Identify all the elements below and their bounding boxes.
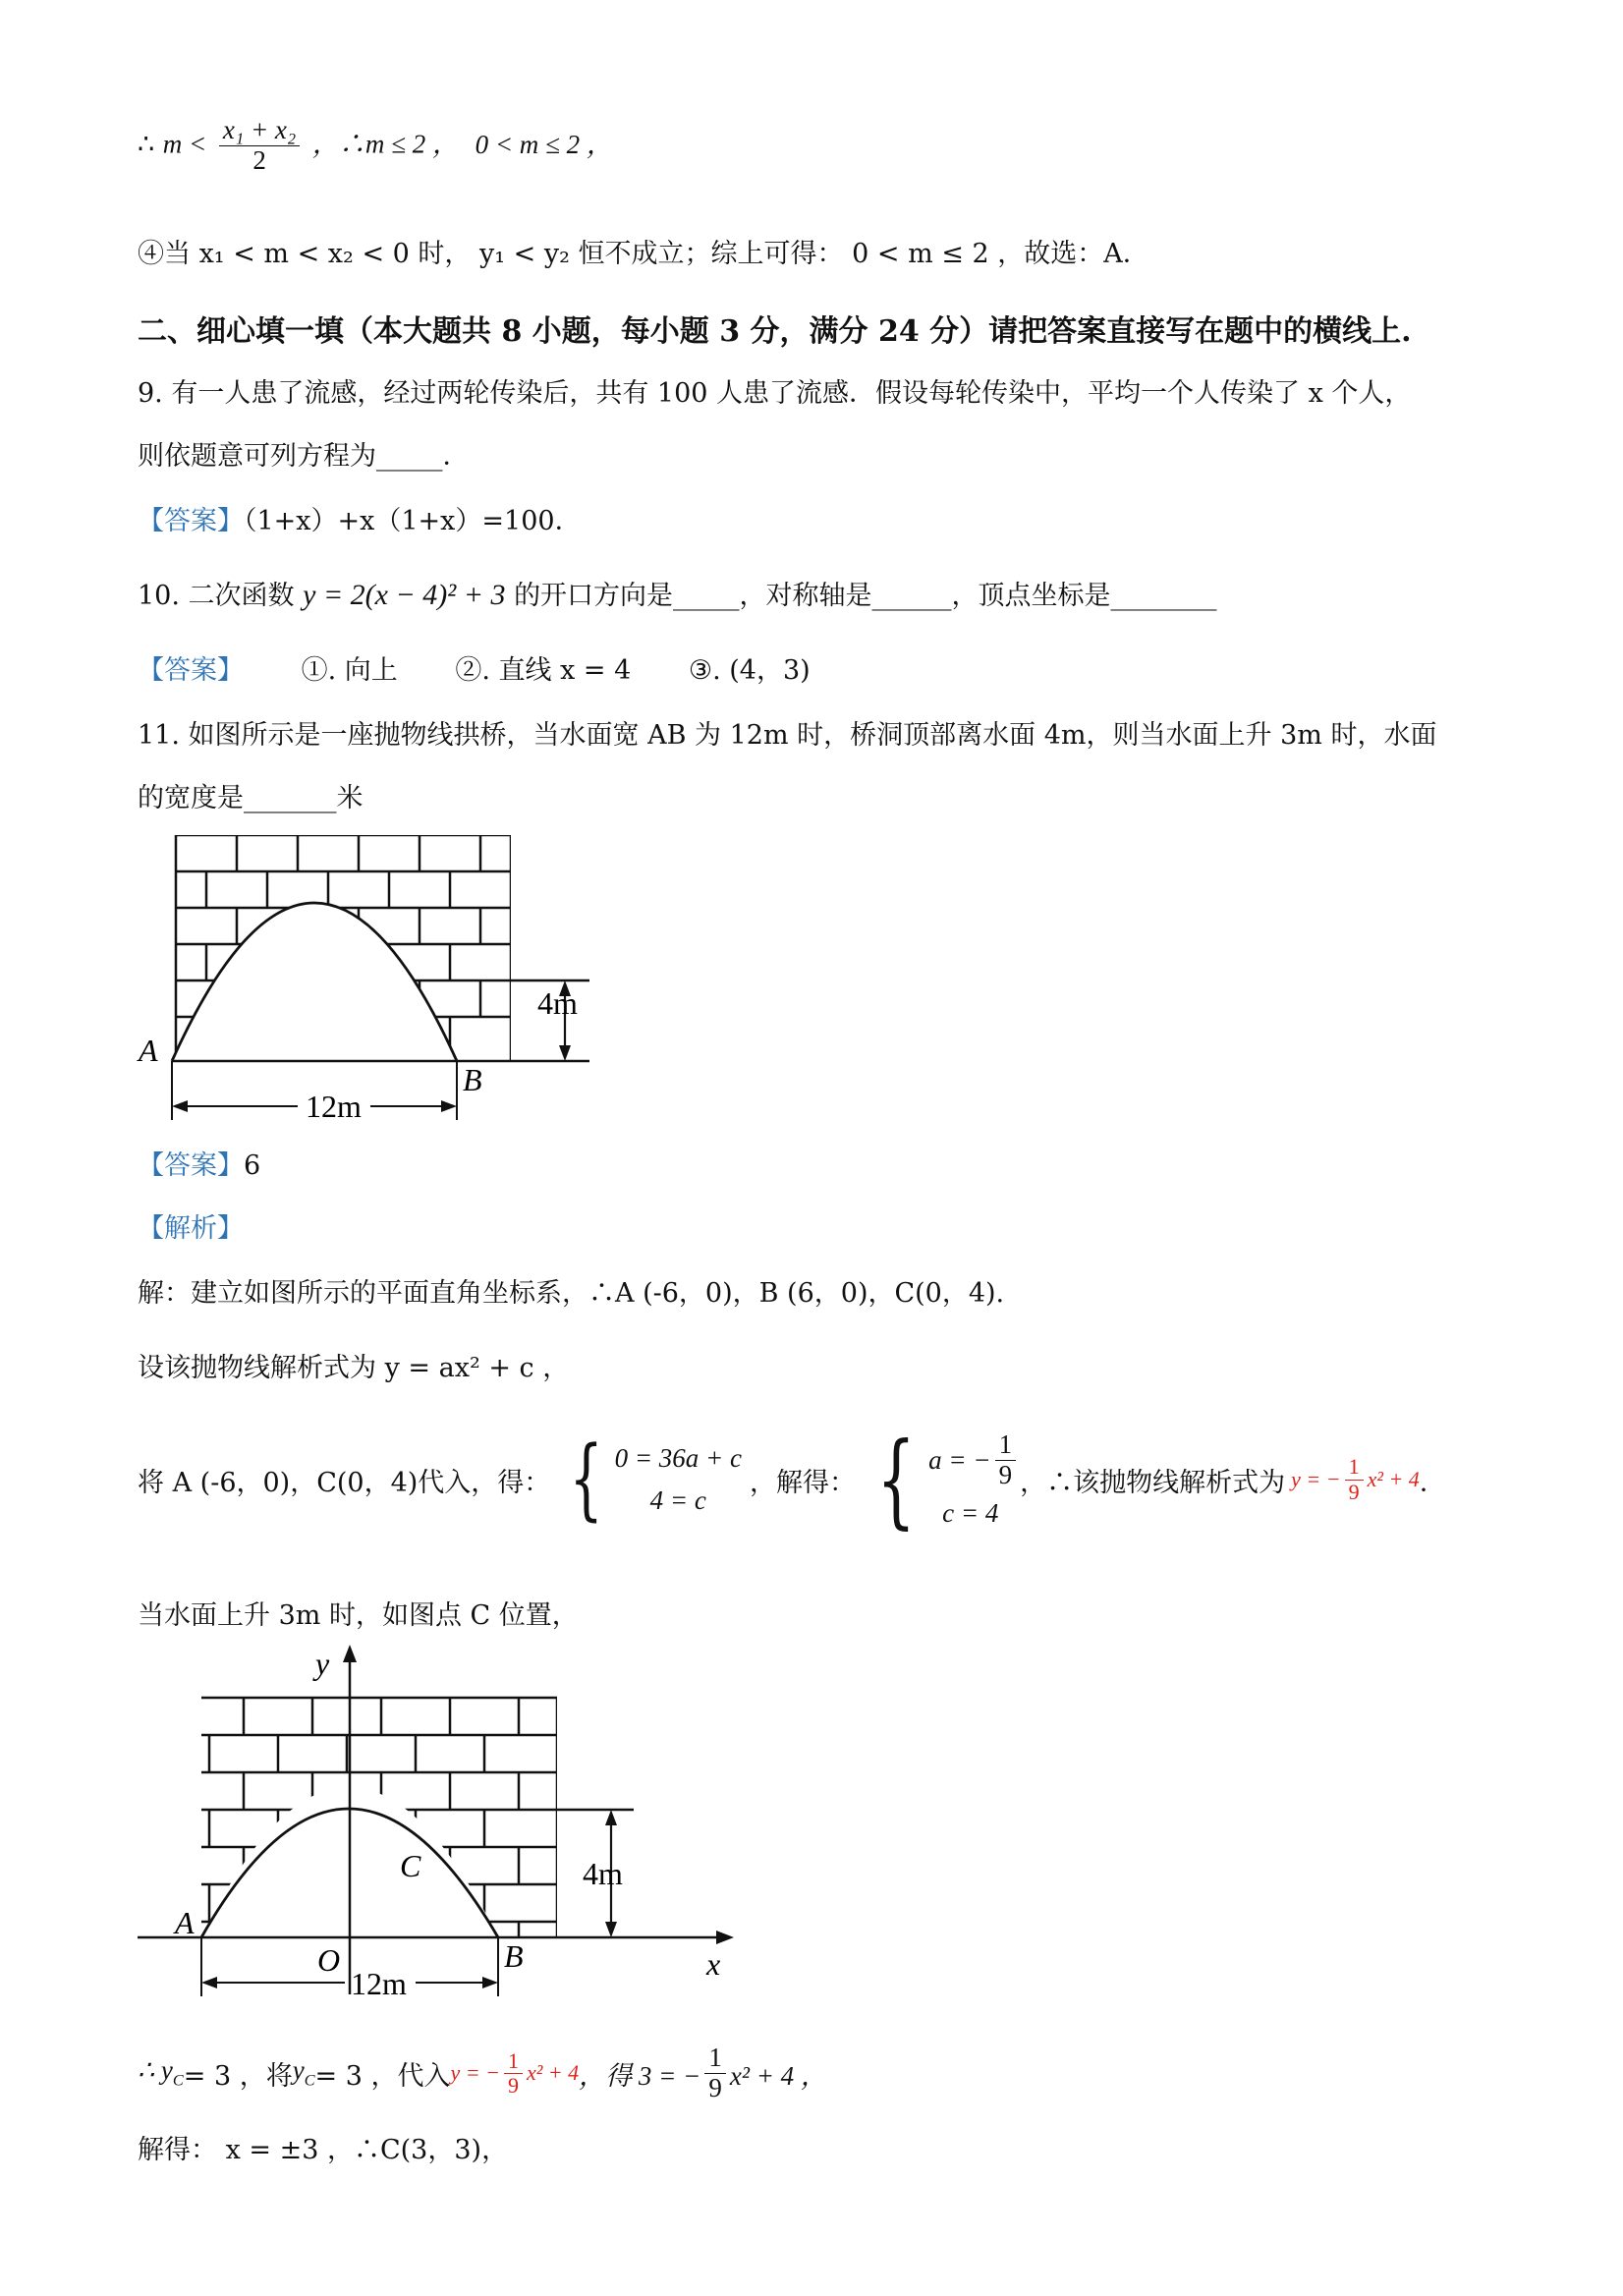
fraction-numerator: x₁ + x₂ [219, 116, 300, 146]
answer-1: ①. 向上 [301, 655, 398, 686]
fraction-one-ninth: $\frac{1}{9}$ [995, 1430, 1017, 1489]
m-le-2: ，∴m ≤ 2 ， [311, 129, 459, 159]
range-0-m-2: 0 < m ≤ 2 ， [475, 129, 613, 159]
solution-step-1: 解：建立如图所示的平面直角坐标系，∴A (-6，0)，B (6，0)，C(0，4). [138, 1278, 1005, 1309]
label-a: A [139, 1033, 158, 1068]
m-less-than: m < [162, 129, 207, 159]
yc-eq-3: ∴ $y_C$ [138, 2055, 184, 2090]
label-o: O [317, 1942, 341, 1978]
bridge-figure-1 [133, 825, 594, 1130]
therefore-symbol: ∴ [138, 129, 155, 159]
answer-tag: 【答案】 [138, 506, 244, 536]
solved-text: ，解得： [750, 1467, 856, 1498]
answer-2: ②. 直线 x = 4 [455, 655, 632, 686]
system-1-eq-2: 4 = c [649, 1485, 706, 1515]
parabola-equation: y = − $\frac{1}{9}$ x² + 4 [1291, 1454, 1420, 1504]
q10-suffix: 的开口方向是_____，对称轴是______，顶点坐标是________ [514, 581, 1217, 611]
section-heading: 二、细心填一填（本大题共 8 小题，每小题 3 分，满分 24 分）请把答案直接写在题中的横线上. [138, 314, 1412, 349]
parabola-equation-inline: y = − $\frac{1}{9}$ x² + 4 [450, 2047, 580, 2098]
substitution-text: 将 A (-6，0)，C(0，4)代入，得： [138, 1467, 551, 1498]
q9-line-1: 9. 有一人患了流感，经过两轮传染后，共有 100 人患了流感．假设每轮传染中，平均一个人传染了 x 个人， [138, 378, 1412, 409]
answer-tag: 【答案】 [138, 655, 244, 686]
system-1 [558, 1428, 742, 1531]
substitute-text-1: = 3 ，将 [183, 2060, 293, 2092]
answer-text: （1+x）+x（1+x）=100． [244, 506, 582, 536]
bridge-figure-2 [133, 1641, 742, 2004]
label-b: B [504, 1938, 524, 1974]
label-c: C [400, 1848, 421, 1883]
height-label: 4m [583, 1856, 623, 1891]
result-text: ，∴该抛物线解析式为 [1020, 1467, 1286, 1498]
system-2-eq-a: a = − $\frac{1}{9}$ [928, 1430, 1020, 1489]
answer-3: ③. (4，3) [688, 655, 811, 686]
answer-text: 6 [244, 1150, 261, 1181]
width-label: 12m [351, 1966, 407, 2001]
left-brace: { [569, 1428, 604, 1531]
solution-step-5 [138, 2044, 827, 2102]
width-label: 12m [306, 1089, 362, 1124]
q9-answer [138, 499, 582, 537]
q11-answer [138, 1144, 260, 1182]
fraction-one-ninth: $\frac{1}{9}$ [704, 2044, 726, 2102]
answer-tag: 【答案】 [138, 1150, 244, 1181]
q11-line-1: 11. 如图所示是一座抛物线拱桥，当水面宽 AB 为 12m 时，桥洞顶部离水面 4m，则当水面上升 3m 时，水面 [138, 720, 1437, 751]
equation-3: ，得 3 = − $\frac{1}{9}$ x² + 4 ， [579, 2043, 827, 2102]
q10-prefix: 10. 二次函数 [138, 581, 295, 611]
fraction-one-ninth: $\frac{1}{9}$ [1345, 1455, 1364, 1503]
label-b: B [463, 1062, 482, 1097]
q10-answer [138, 648, 811, 687]
left-brace: { [876, 1420, 916, 1540]
yc-symbol: $y_C$ [292, 2055, 315, 2090]
q9-line-2: 则依题意可列方程为_____． [138, 441, 470, 472]
system-1-eq-1: 0 = 36a + c [614, 1443, 742, 1473]
solution-step-2: 设该抛物线解析式为 y = ax² + c ， [138, 1353, 570, 1383]
solution-step-3 [138, 1420, 1446, 1540]
substitute-text-2: = 3 ，代入 [314, 2060, 451, 2092]
fraction-denominator: 2 [252, 144, 266, 175]
fraction-one-ninth: $\frac{1}{9}$ [504, 2049, 523, 2098]
analysis-tag: 【解析】 [138, 1213, 244, 1244]
system-2-eq-c: c = 4 [942, 1497, 999, 1528]
system-2 [864, 1420, 1020, 1540]
q11-line-2: 的宽度是_______米 [138, 783, 364, 813]
height-label: 4m [537, 985, 578, 1021]
q10-question [138, 574, 1217, 612]
label-y: y [315, 1646, 330, 1681]
solution-line-1 [138, 116, 613, 175]
period: ． [1419, 1467, 1446, 1498]
solution-step-6: 解得： x = ±3 ，∴C(3，3)， [138, 2135, 509, 2165]
solution-step-4: 当水面上升 3m 时，如图点 C 位置， [138, 1600, 579, 1631]
label-a: A [175, 1905, 195, 1940]
solution-line-2: ④当 x₁ < m < x₂ < 0 时， y₁ < y₂ 恒不成立；综上可得： 0 < m ≤ 2 ，故选：A． [138, 239, 1149, 269]
q10-equation: y = 2(x − 4)² + 3 [303, 579, 506, 611]
label-x: x [706, 1946, 721, 1982]
fraction-x1-x2-over-2 [219, 116, 300, 175]
